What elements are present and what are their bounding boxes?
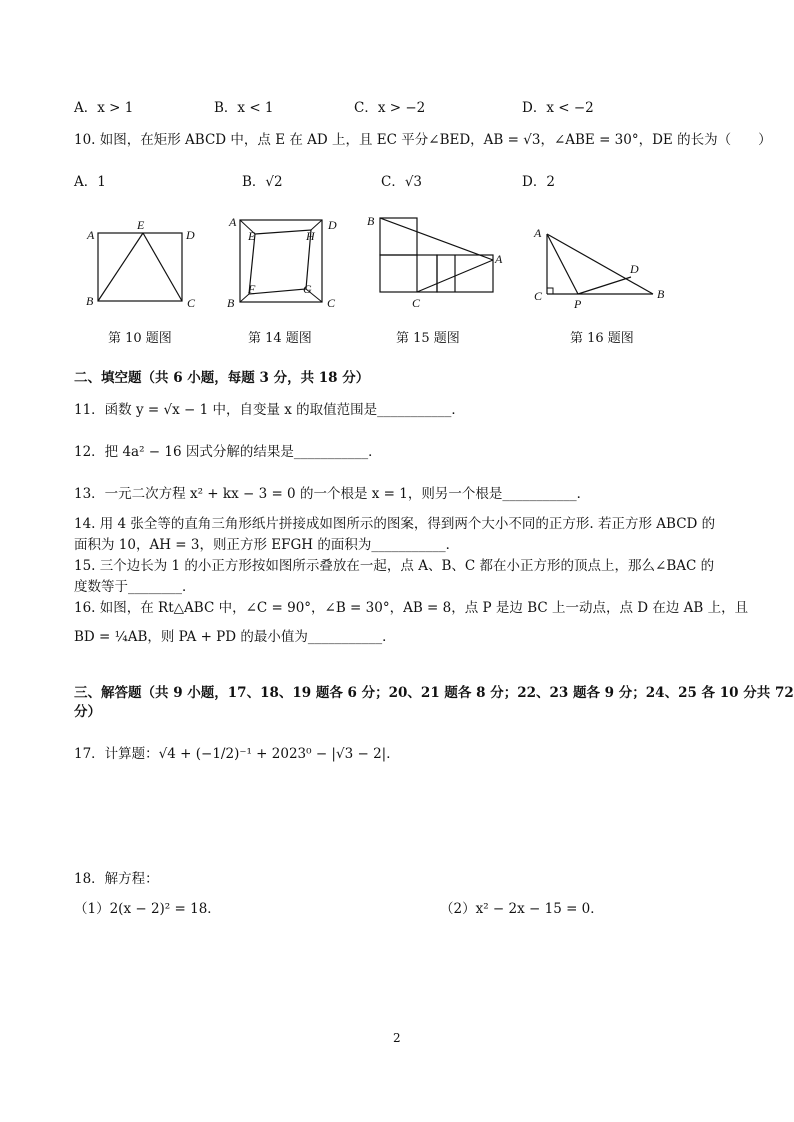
- fig10-label-c: C: [187, 296, 196, 310]
- q17: 17．计算题：√4 + (−1/2)⁻¹ + 2023⁰ − |√3 − 2|．: [74, 746, 400, 762]
- figure-16: [524, 220, 674, 310]
- q14-line-2: 面积为 10，AH = 3，则正方形 EFGH 的面积为___________．: [74, 537, 460, 553]
- figure-15: [360, 210, 510, 310]
- q14-line-1: 14. 用 4 张全等的直角三角形纸片拼接成如图所示的图案，得到两个大小不同的正方形. 若正方形 ABCD 的: [74, 516, 716, 532]
- fig14-label-f: F: [248, 282, 256, 296]
- fig10-label-d: D: [186, 228, 195, 242]
- figure-15-caption: 第 15 题图: [396, 331, 460, 346]
- q18: 18．解方程：: [74, 871, 159, 887]
- page-number: 2: [393, 1031, 401, 1045]
- fig16-label-b: B: [657, 287, 665, 301]
- q9-option-c: C．x > −2: [354, 100, 426, 116]
- q15-line-2: 度数等于________．: [74, 579, 196, 595]
- fig10-label-b: B: [86, 294, 94, 308]
- q10-option-b: B．√2: [242, 174, 283, 190]
- figure-14-caption: 第 14 题图: [248, 331, 312, 346]
- q18-part-2: （2）x² − 2x − 15 = 0．: [440, 901, 604, 917]
- fig14-label-e: E: [248, 229, 256, 243]
- fig15-label-b: B: [367, 214, 375, 228]
- q10-option-d: D．2: [522, 174, 555, 190]
- q12: 12．把 4a² − 16 因式分解的结果是___________．: [74, 444, 382, 460]
- q16-line-2: BD = ¼AB，则 PA + PD 的最小值为___________．: [74, 629, 396, 645]
- q10-option-c: C．√3: [381, 174, 423, 190]
- section-2-heading: 二、填空题（共 6 小题，每题 3 分，共 18 分）: [74, 370, 370, 386]
- q9-option-a: A．x > 1: [74, 100, 134, 116]
- q15-line-1: 15. 三个边长为 1 的小正方形按如图所示叠放在一起，点 A、B、C 都在小正方形的顶点上，那么∠BAC 的: [74, 558, 715, 574]
- q13: 13．一元二次方程 x² + kx − 3 = 0 的一个根是 x = 1，则另一个根是___________．: [74, 486, 591, 502]
- fig15-label-c: C: [412, 296, 421, 310]
- fig14-label-a: A: [229, 215, 237, 229]
- fig16-label-c: C: [534, 289, 543, 303]
- q9-option-d: D．x < −2: [522, 100, 594, 116]
- figure-10: [84, 212, 204, 312]
- section-3-heading-line-1: 三、解答题（共 9 小题，17、18、19 题各 6 分；20、21 题各 8 分；22、23 题各 9 分；24、25 各 10 分共 72: [74, 685, 794, 701]
- q9-option-b: B．x < 1: [214, 100, 274, 116]
- fig10-label-a: A: [87, 228, 95, 242]
- fig16-label-d: D: [630, 262, 639, 276]
- q18-part-1: （1）2(x − 2)² = 18．: [74, 901, 221, 917]
- q16-line-1: 16. 如图，在 Rt△ABC 中，∠C = 90°，∠B = 30°，AB = 8，点 P 是边 BC 上一动点，点 D 在边 AB 上，且: [74, 600, 749, 616]
- fig16-label-p: P: [574, 297, 582, 310]
- fig15-label-a: A: [495, 252, 503, 266]
- fig14-label-b: B: [227, 296, 235, 310]
- fig16-label-a: A: [534, 226, 542, 240]
- figure-16-caption: 第 16 题图: [570, 331, 634, 346]
- q11: 11．函数 y = √x − 1 中，自变量 x 的取值范围是___________．: [74, 402, 465, 418]
- figure-14: [224, 210, 344, 310]
- fig14-label-g: G: [303, 282, 312, 296]
- fig14-label-h: H: [306, 229, 315, 243]
- fig10-label-e: E: [137, 218, 145, 232]
- q10-stem: 10. 如图，在矩形 ABCD 中，点 E 在 AD 上，且 EC 平分∠BED，AB = √3，∠ABE = 30°，DE 的长为（ ）: [74, 132, 772, 148]
- q10-option-a: A．1: [74, 174, 106, 190]
- fig14-label-c: C: [327, 296, 336, 310]
- figure-10-caption: 第 10 题图: [108, 331, 172, 346]
- section-3-heading-line-2: 分）: [74, 704, 101, 720]
- fig14-label-d: D: [328, 218, 337, 232]
